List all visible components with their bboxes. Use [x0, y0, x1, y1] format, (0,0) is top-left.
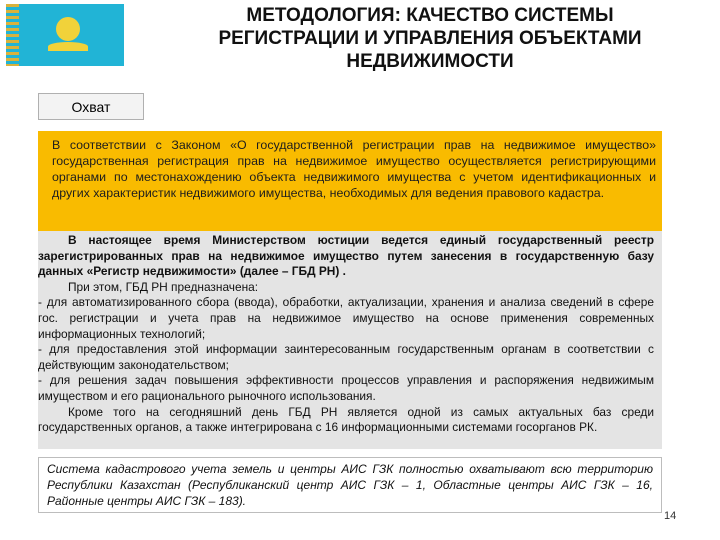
- kazakhstan-flag-icon: [6, 4, 124, 66]
- page-number: 14: [664, 510, 677, 522]
- title-line-3: НЕДВИЖИМОСТИ: [346, 51, 514, 72]
- cadastre-note-text: Система кадастрового учета земель и центры АИС ГЗК полностью охватывают всю территорию Республики Казахстан (Республиканский центр АИС ГЗК – 1, Областные центры АИС ГЗК – 16, Районные центры АИС ГЗК – 183).: [47, 462, 653, 508]
- registry-list-item: - для решения задач повышения эффективности процессов управления и распоряжения недвижимым имуществом и его рационального рыночного использования.: [38, 373, 654, 403]
- registry-paragraph: При этом, ГБД РН предназначена:: [68, 279, 259, 294]
- flag-eagle: [48, 42, 88, 51]
- title-line-1: МЕТОДОЛОГИЯ: КАЧЕСТВО СИСТЕМЫ: [246, 5, 614, 26]
- page-title: [150, 4, 710, 73]
- registry-paragraph: В настоящее время Министерством юстиции ведется единый государственный реестр зарегистрированных прав на недвижимое имущество путем занесения в государственную базу данных «Регистр недвижимости» (далее – ГБД РН) .: [38, 233, 654, 279]
- tab-coverage[interactable]: Охват: [38, 93, 144, 120]
- registry-list-item: - для автоматизированного сбора (ввода), обработки, актуализации, хранения и анализа сведений в сфере гос. регистрации и учета прав на недвижимое имущество на основе применения современных информационных технологий;: [38, 295, 654, 341]
- title-line-2: РЕГИСТРАЦИИ И УПРАВЛЕНИЯ ОБЪЕКТАМИ: [218, 28, 642, 49]
- registry-text-block: [38, 231, 662, 449]
- cadastre-note-box: [38, 457, 662, 513]
- flag-ornament: [6, 4, 19, 66]
- registry-paragraph: Кроме того на сегодняшний день ГБД РН является одной из самых актуальных баз среди государственных органов, а также интегрирована с 16 информационными системами госорганов РК.: [38, 404, 654, 435]
- flag-sun: [56, 17, 80, 41]
- law-text-block: [38, 131, 662, 231]
- law-text: В соответствии с Законом «О государственной регистрации прав на недвижимое имущество» государственная регистрация прав на недвижимое имущество осуществляется регистрирующими органами по местонахождению объекта недвижимого имущества с учетом идентификационных и других характеристик недвижимого имущества, необходимых для ведения правового кадастра.: [52, 138, 656, 200]
- registry-list-item: - для предоставления этой информации заинтересованным государственным органам в соответствии с действующим законодательством;: [38, 342, 654, 372]
